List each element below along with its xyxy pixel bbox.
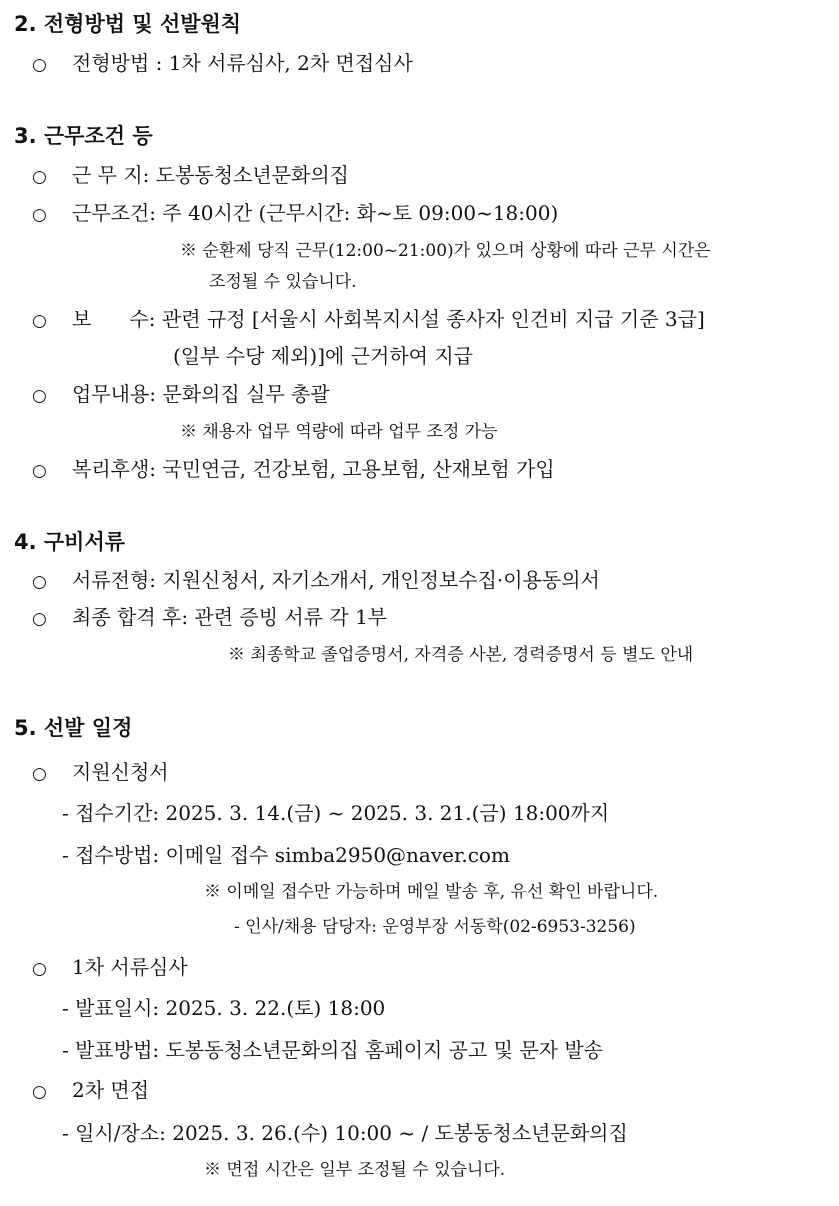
round1-date: - 발표일시: 2025. 3. 22.(토) 18:00 (62, 996, 386, 1020)
list-item (32, 957, 188, 978)
list-item (32, 309, 705, 330)
round2-datetime: - 일시/장소: 2025. 3. 26.(수) 10:00 ~ / 도봉동청소년문화의집 (62, 1121, 628, 1145)
section-2-heading: 2. 전형방법 및 선발원칙 (14, 12, 242, 36)
work-conditions: 근무조건: 주 40시간 (근무시간: 화~토 09:00~18:00) (72, 201, 559, 225)
screening-documents: 서류전형: 지원신청서, 자기소개서, 개인정보수집·이용동의서 (72, 568, 600, 592)
job-duties: 업무내용: 문화의집 실무 총괄 (72, 382, 330, 406)
section-3-heading: 3. 근무조건 등 (14, 124, 153, 148)
bullet-icon: ○ (32, 386, 47, 406)
bullet-icon: ○ (32, 205, 47, 225)
application-title: 지원신청서 (72, 760, 169, 784)
application-method: - 접수방법: 이메일 접수 simba2950@naver.com (62, 843, 510, 867)
list-item (32, 1080, 149, 1101)
list-item (32, 459, 555, 480)
welfare: 복리후생: 국민연금, 건강보험, 고용보험, 산재보험 가입 (72, 457, 555, 481)
list-item (32, 607, 387, 628)
list-item (32, 53, 413, 74)
bullet-icon: ○ (32, 311, 47, 331)
round1-title: 1차 서류심사 (72, 955, 188, 979)
selection-method: 전형방법 : 1차 서류심사, 2차 면접심사 (72, 51, 413, 75)
final-documents: 최종 합격 후: 관련 증빙 서류 각 1부 (72, 605, 388, 629)
section-5-heading: 5. 선발 일정 (14, 716, 133, 740)
list-item (32, 762, 169, 783)
bullet-icon: ○ (32, 764, 47, 784)
round2-title: 2차 면접 (72, 1078, 150, 1102)
bullet-icon: ○ (32, 55, 47, 75)
bullet-icon: ○ (32, 572, 47, 592)
list-item (32, 165, 349, 186)
list-item (32, 384, 330, 405)
bullet-icon: ○ (32, 609, 47, 629)
list-item (32, 570, 600, 591)
bullet-icon: ○ (32, 461, 47, 481)
conditions-note-continued: 조정될 수 있습니다. (209, 272, 357, 292)
list-item (32, 203, 558, 224)
round1-method: - 발표방법: 도봉동청소년문화의집 홈페이지 공고 및 문자 발송 (62, 1038, 603, 1062)
application-contact: - 인사/채용 담당자: 운영부장 서동학(02-6953-3256) (234, 917, 636, 937)
duties-note: ※ 채용자 업무 역량에 따라 업무 조정 가능 (180, 422, 498, 442)
bullet-icon: ○ (32, 167, 47, 187)
bullet-icon: ○ (32, 959, 47, 979)
section-4-heading: 4. 구비서류 (14, 530, 126, 554)
salary-continued: (일부 수당 제외)]에 근거하여 지급 (173, 344, 473, 368)
bullet-icon: ○ (32, 1082, 47, 1102)
final-documents-note: ※ 최종학교 졸업증명서, 자격증 사본, 경력증명서 등 별도 안내 (228, 645, 694, 665)
conditions-note: ※ 순환제 당직 근무(12:00~21:00)가 있으며 상황에 따라 근무 시간은 (180, 241, 711, 261)
salary: 보 수: 관련 규정 [서울시 사회복지시설 종사자 인건비 지급 기준 3급] (72, 307, 705, 331)
work-location: 근 무 지: 도봉동청소년문화의집 (72, 163, 349, 187)
application-period: - 접수기간: 2025. 3. 14.(금) ~ 2025. 3. 21.(금) 18:00까지 (62, 801, 610, 825)
round2-note: ※ 면접 시간은 일부 조정될 수 있습니다. (204, 1160, 506, 1180)
application-note: ※ 이메일 접수만 가능하며 메일 발송 후, 유선 확인 바랍니다. (204, 882, 659, 902)
